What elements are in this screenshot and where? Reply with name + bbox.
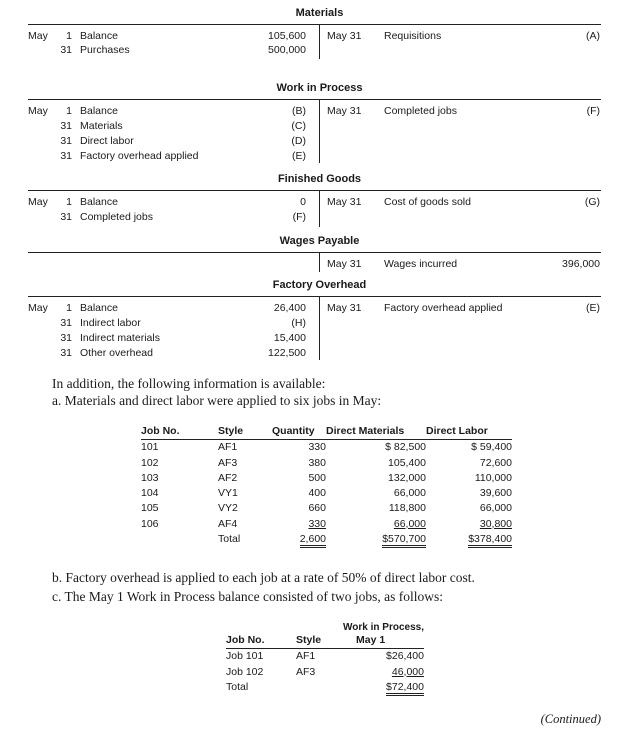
table-row <box>141 486 512 501</box>
total-direct-labor-value: $378,400 <box>468 533 512 548</box>
materials-rule <box>28 24 601 25</box>
total-direct-materials <box>326 532 426 547</box>
wip-right-desc: Completed jobs <box>384 105 457 117</box>
overhead-right-date: May 31 <box>327 302 362 314</box>
wip-left-day: 31 <box>60 135 72 147</box>
total-quantity-value: 2,600 <box>300 533 326 548</box>
total-quantity <box>272 532 326 547</box>
finished-divider <box>319 190 320 227</box>
materials-right-amount: (A) <box>586 30 600 42</box>
overhead-left-amount: 122,500 <box>268 347 306 359</box>
wip-title: Work in Process <box>276 82 363 94</box>
job-direct-labor: 72,600 <box>479 456 512 469</box>
wip-right-amount: (F) <box>586 105 600 117</box>
job-direct-materials: 105,400 <box>388 456 426 469</box>
overhead-right-amount: (E) <box>586 302 600 314</box>
finished-title: Finished Goods <box>277 173 362 185</box>
total-row <box>226 680 424 695</box>
overhead-left-desc: Indirect materials <box>80 332 160 344</box>
jobs-header-direct-labor: Direct Labor <box>426 424 512 440</box>
finished-left-amount: 0 <box>300 196 306 208</box>
item-a-text: a. Materials and direct labor were applied to six jobs in May: <box>52 393 382 408</box>
overhead-divider <box>319 296 320 360</box>
job-direct-materials: 118,800 <box>388 502 426 515</box>
materials-left-month: May <box>28 30 48 42</box>
overhead-left-amount: 26,400 <box>273 302 306 314</box>
table-row <box>141 517 512 532</box>
overhead-left-day: 31 <box>60 347 72 359</box>
wip-left-desc: Balance <box>80 105 118 117</box>
wip-left-amount: (D) <box>291 135 306 147</box>
total-job-no <box>141 532 218 547</box>
job-direct-labor: $ 59,400 <box>471 441 512 454</box>
wip-left-amount: (B) <box>292 105 306 117</box>
wip-balance-header-top: Work in Process, <box>343 622 424 633</box>
wip-right-date: May 31 <box>327 105 362 117</box>
total-label: Total <box>218 533 241 546</box>
materials-right-desc: Requisitions <box>384 30 442 42</box>
materials-left-desc: Balance <box>80 30 118 42</box>
wip-amount <box>356 665 424 680</box>
finished-right-desc: Cost of goods sold <box>384 196 471 208</box>
wip-divider <box>319 99 320 163</box>
wip-left-amount: (C) <box>291 120 306 132</box>
jobs-table <box>141 424 512 547</box>
wip-style: AF3 <box>296 665 316 678</box>
finished-left-day: 1 <box>66 196 72 208</box>
job-no: 105 <box>141 502 159 515</box>
intro-text: In addition, the following information is available: <box>52 376 326 391</box>
job-quantity: 400 <box>308 487 326 500</box>
job-direct-materials: 132,000 <box>388 471 426 484</box>
jobs-header-direct-materials: Direct Materials <box>326 424 426 440</box>
overhead-left-month: May <box>28 302 48 314</box>
overhead-left-amount: (H) <box>291 317 306 329</box>
job-direct-labor-value: 30,800 <box>479 517 512 530</box>
table-row <box>141 440 512 456</box>
job-style: VY1 <box>218 487 238 500</box>
overhead-left-day: 31 <box>60 332 72 344</box>
job-style: AF2 <box>218 471 238 484</box>
overhead-right-desc: Factory overhead applied <box>384 302 503 314</box>
overhead-rule <box>28 296 601 297</box>
total-direct-materials-value: $570,700 <box>382 533 426 548</box>
materials-left-day: 31 <box>60 44 72 56</box>
job-no: 101 <box>141 441 159 454</box>
job-quantity: 330 <box>308 441 326 454</box>
job-no: 103 <box>141 471 159 484</box>
wip-left-desc: Direct labor <box>80 135 134 147</box>
wages-rule <box>28 252 601 253</box>
materials-title: Materials <box>295 7 344 19</box>
job-direct-materials: 66,000 <box>393 487 426 500</box>
wip-left-desc: Factory overhead applied <box>80 150 199 162</box>
overhead-left-day: 1 <box>66 302 72 314</box>
table-row <box>226 649 424 665</box>
wages-right-date: May 31 <box>327 258 362 270</box>
overhead-left-amount: 15,400 <box>273 332 306 344</box>
overhead-left-desc: Indirect labor <box>80 317 141 329</box>
wip-rule <box>28 99 601 100</box>
wages-right-desc: Wages incurred <box>384 258 458 270</box>
job-no: 104 <box>141 487 159 500</box>
job-no: 102 <box>141 456 159 469</box>
job-direct-labor <box>426 517 512 532</box>
finished-left-month: May <box>28 196 48 208</box>
finished-left-day: 31 <box>60 211 72 223</box>
wip-header-job-no: Job No. <box>226 633 296 649</box>
wages-divider <box>319 252 320 272</box>
materials-left-day: 1 <box>66 30 72 42</box>
wip-left-amount: (E) <box>292 150 306 162</box>
materials-left-amount: 105,600 <box>268 30 306 42</box>
wages-right-amount: 396,000 <box>562 258 600 270</box>
job-direct-materials-value: 66,000 <box>393 517 426 530</box>
overhead-title: Factory Overhead <box>272 279 367 291</box>
job-quantity: 660 <box>308 502 326 515</box>
wip-job-no: Job 101 <box>226 650 264 663</box>
job-direct-materials: $ 82,500 <box>385 441 426 454</box>
jobs-header-quantity: Quantity <box>272 424 326 440</box>
wip-total-label: Total <box>226 680 249 693</box>
jobs-table-header <box>141 424 512 440</box>
job-quantity-value: 330 <box>308 517 326 530</box>
overhead-left-day: 31 <box>60 317 72 329</box>
wip-left-desc: Materials <box>80 120 123 132</box>
wip-job-no: Job 102 <box>226 665 264 678</box>
table-row <box>141 471 512 486</box>
wip-amount: $26,400 <box>386 650 424 663</box>
item-b-text: b. Factory overhead is applied to each job at a rate of 50% of direct labor cost. <box>52 570 475 585</box>
job-direct-labor: 66,000 <box>479 502 512 515</box>
job-style: AF4 <box>218 517 238 530</box>
wip-amount-value: 46,000 <box>391 665 424 678</box>
wip-left-month: May <box>28 105 48 117</box>
total-row <box>141 532 512 547</box>
job-quantity <box>272 517 326 532</box>
materials-left-amount: 500,000 <box>268 44 306 56</box>
job-direct-labor: 39,600 <box>479 487 512 500</box>
overhead-left-desc: Other overhead <box>80 347 153 359</box>
wip-balance-table <box>226 633 424 695</box>
job-direct-labor: 110,000 <box>474 471 512 484</box>
wip-left-day: 1 <box>66 105 72 117</box>
finished-right-date: May 31 <box>327 196 362 208</box>
finished-right-amount: (G) <box>584 196 600 208</box>
job-style: AF3 <box>218 456 238 469</box>
wip-header-style: Style <box>296 633 356 649</box>
wip-style: AF1 <box>296 650 316 663</box>
finished-left-amount: (F) <box>292 211 306 223</box>
wages-title: Wages Payable <box>279 235 360 247</box>
finished-left-desc: Completed jobs <box>80 211 153 223</box>
wip-total-style <box>296 680 356 695</box>
jobs-header-style: Style <box>218 424 272 440</box>
table-row <box>141 501 512 516</box>
wip-header-may1: May 1 <box>356 633 424 649</box>
finished-left-desc: Balance <box>80 196 118 208</box>
job-quantity: 500 <box>308 471 326 484</box>
wip-total-amount-value: $72,400 <box>386 681 424 696</box>
materials-divider <box>319 24 320 59</box>
materials-left-desc: Purchases <box>80 44 130 56</box>
materials-right-date: May 31 <box>327 30 362 42</box>
job-style: AF1 <box>218 441 238 454</box>
table-row <box>226 665 424 680</box>
wip-total-amount <box>356 680 424 695</box>
job-direct-materials <box>326 517 426 532</box>
overhead-left-desc: Balance <box>80 302 118 314</box>
table-row <box>141 456 512 471</box>
job-style: VY2 <box>218 502 238 515</box>
continued-label: (Continued) <box>540 712 601 726</box>
finished-rule <box>28 190 601 191</box>
wip-left-day: 31 <box>60 150 72 162</box>
job-no: 106 <box>141 517 159 530</box>
wip-balance-header <box>226 633 424 649</box>
job-quantity: 380 <box>308 456 326 469</box>
wip-left-day: 31 <box>60 120 72 132</box>
jobs-header-job-no: Job No. <box>141 424 218 440</box>
total-direct-labor <box>426 532 512 547</box>
item-c-text: c. The May 1 Work in Process balance consisted of two jobs, as follows: <box>52 589 443 604</box>
